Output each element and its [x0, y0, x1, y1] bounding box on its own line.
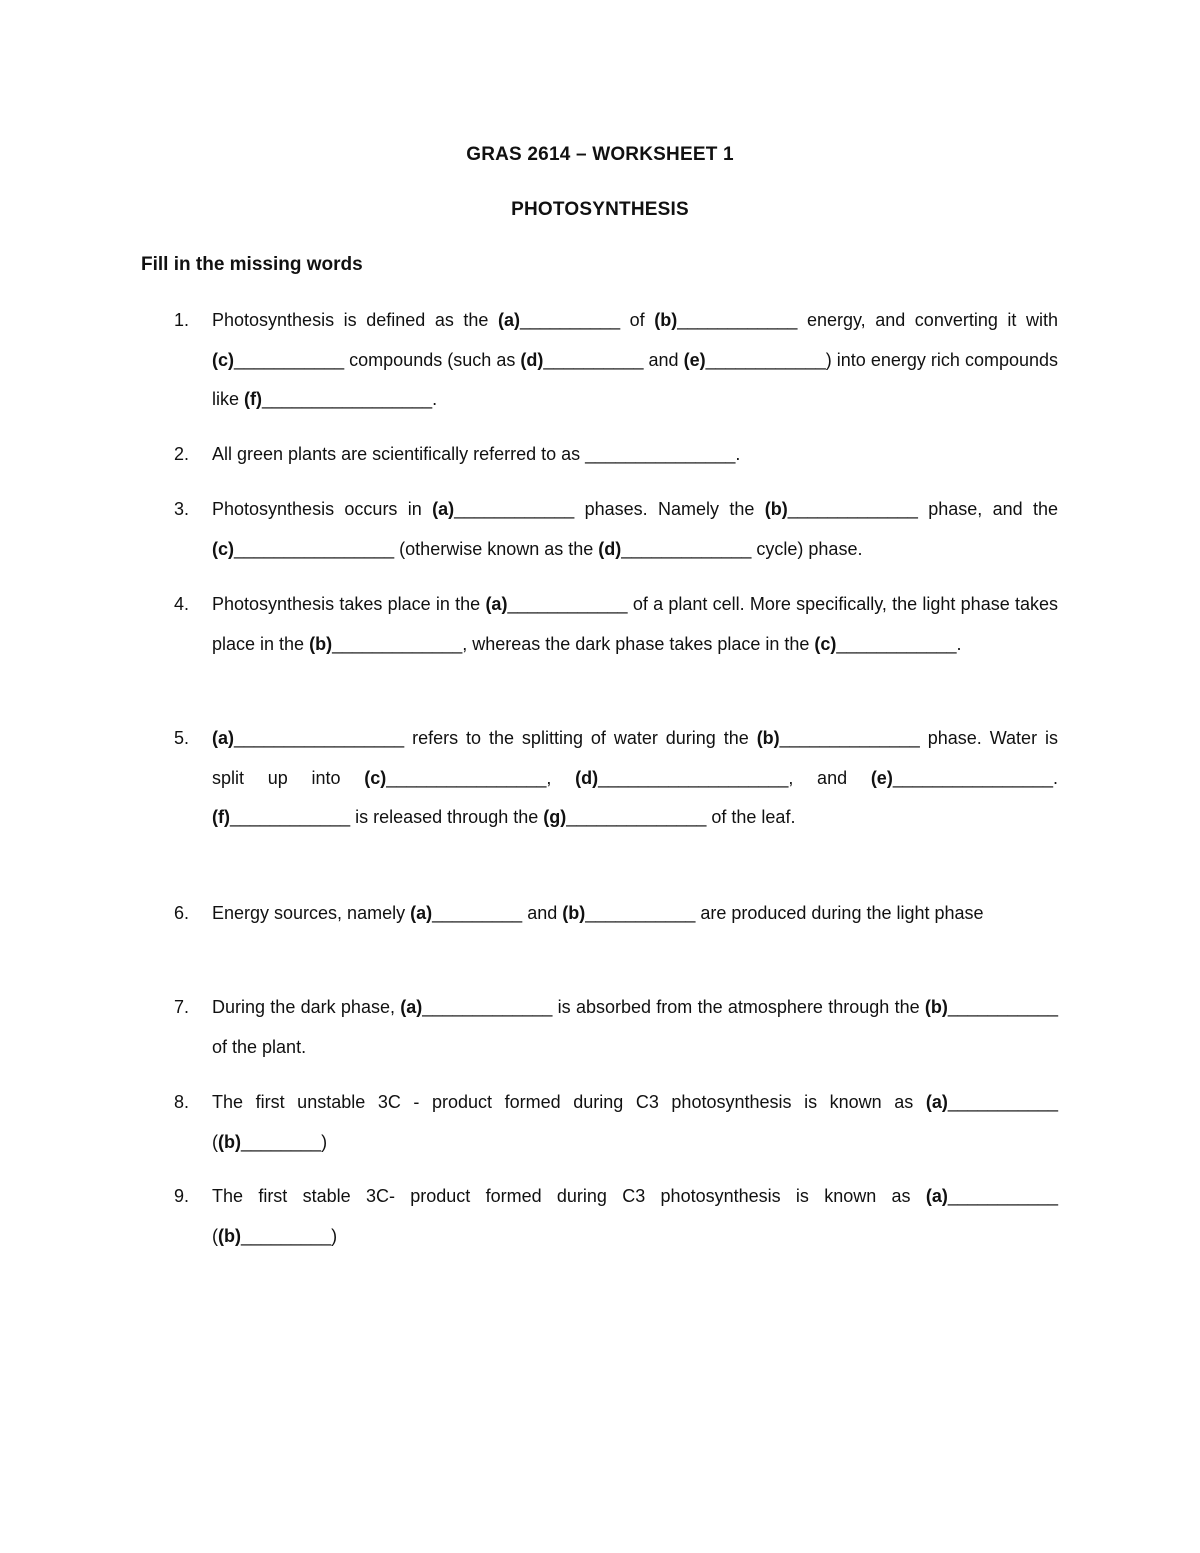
question-text-run: _____________ is absorbed from the atmosphere through the [422, 997, 925, 1017]
blank-marker: (a) [925, 1092, 948, 1112]
blank-marker: (b) [924, 997, 948, 1017]
question-text-run: ____________. [836, 633, 962, 654]
instruction-heading: Fill in the missing words [141, 254, 363, 275]
question-text-run: Photosynthesis occurs in [212, 499, 433, 519]
question-number: 2. [174, 444, 190, 464]
question-text [212, 988, 1058, 1067]
question-text-run: ____________ phases. Namely the [454, 499, 765, 519]
blank-marker: (c) [364, 767, 387, 788]
question-text [212, 1177, 1058, 1256]
blank-marker: (a) [485, 594, 508, 614]
blank-marker: (c) [212, 349, 234, 370]
question-text-run: ____________ of a plant cell. More specifically, the light phase takes place in the [212, 594, 1058, 654]
question-text [212, 585, 1058, 664]
question-text-run: ____________ is released through the [229, 807, 544, 827]
blank-marker: (b) [218, 1131, 241, 1152]
page-subtitle: PHOTOSYNTHESIS [511, 199, 689, 220]
question-text-run: ______________ of the leaf. [566, 807, 796, 827]
question-text-run: _____________ cycle) phase. [621, 538, 863, 559]
blank-marker: (b) [218, 1225, 241, 1246]
question-text-run: __________ of [520, 310, 655, 330]
question-text-run: The first unstable 3C - product formed during C3 photosynthesis is known as [212, 1092, 926, 1112]
question-number: 9. [174, 1186, 190, 1206]
question-text-run: ____________ energy, and converting it with [677, 310, 1059, 330]
question-text-run: ________________. [892, 767, 1058, 788]
question-text [212, 719, 1058, 838]
question-text-run: ____________) into energy rich compounds like [212, 349, 1058, 409]
blank-marker: (f) [244, 389, 262, 409]
question-text-run: ________________, [386, 767, 576, 788]
blank-marker: (a) [212, 728, 234, 748]
question-text [212, 894, 1058, 934]
blank-marker: (f) [212, 807, 230, 827]
question-text-run: _________________ refers to the splitting of water during the [234, 728, 757, 748]
question-text [212, 435, 1058, 475]
question-number: 8. [174, 1092, 190, 1112]
blank-marker: (b) [764, 499, 788, 519]
question-text-run: The first stable 3C- product formed during C3 photosynthesis is known as [212, 1186, 926, 1206]
question-text-run: ___________ are produced during the light phase [585, 903, 984, 923]
blank-marker: (a) [410, 903, 433, 923]
blank-marker: (c) [814, 633, 837, 654]
question-text-run: During the dark phase, [212, 997, 401, 1017]
question-text-run: Photosynthesis is defined as the [212, 310, 498, 330]
question-text [212, 301, 1058, 420]
blank-marker: (d) [520, 349, 544, 370]
blank-marker: (e) [870, 767, 893, 788]
blank-marker: (d) [575, 767, 599, 788]
question-text-run: Photosynthesis takes place in the [212, 594, 486, 614]
blank-marker: (g) [543, 807, 567, 827]
blank-marker: (a) [432, 499, 455, 519]
blank-marker: (b) [309, 633, 333, 654]
blank-marker: (d) [598, 538, 622, 559]
question-text-run: _________________. [262, 389, 438, 409]
question-text-run: ___________ ( [212, 1186, 1058, 1246]
question-text-run: ________________ (otherwise known as the [234, 538, 599, 559]
page-title: GRAS 2614 – WORKSHEET 1 [466, 144, 734, 165]
blank-marker: (a) [400, 997, 423, 1017]
question-text-run: _________ and [432, 903, 563, 923]
blank-marker: (b) [756, 728, 780, 748]
question-text [212, 1083, 1058, 1162]
question-text-run: _____________ phase, and the [787, 499, 1058, 519]
question-text-run: ___________ of the plant. [212, 997, 1058, 1057]
blank-marker: (e) [683, 349, 706, 370]
question-text-run: ______________ phase. Water is split up into [212, 728, 1058, 788]
question-number: 4. [174, 594, 190, 614]
question-number: 6. [174, 903, 190, 923]
question-number: 5. [174, 728, 190, 748]
blank-marker: (a) [498, 310, 520, 330]
question-number: 3. [174, 499, 190, 519]
question-text-run: All green plants are scientifically referred to as _______________. [212, 444, 741, 464]
question-text [212, 490, 1058, 569]
question-text-run: __________ and [543, 349, 684, 370]
blank-marker: (b) [654, 310, 678, 330]
blank-marker: (c) [212, 538, 234, 559]
question-text-run: ___________ ( [212, 1092, 1058, 1152]
blank-marker: (b) [562, 903, 586, 923]
blank-marker: (a) [925, 1186, 948, 1206]
question-number: 1. [174, 310, 190, 330]
question-text-run: Energy sources, namely [212, 903, 411, 923]
question-text-run: ___________________, and [598, 767, 871, 788]
question-text-run: ___________ compounds (such as [234, 349, 521, 370]
question-text-run: ________) [240, 1131, 328, 1152]
question-number: 7. [174, 997, 190, 1017]
question-text-run: _____________, whereas the dark phase takes place in the [332, 633, 815, 654]
question-text-run: _________) [240, 1225, 338, 1246]
